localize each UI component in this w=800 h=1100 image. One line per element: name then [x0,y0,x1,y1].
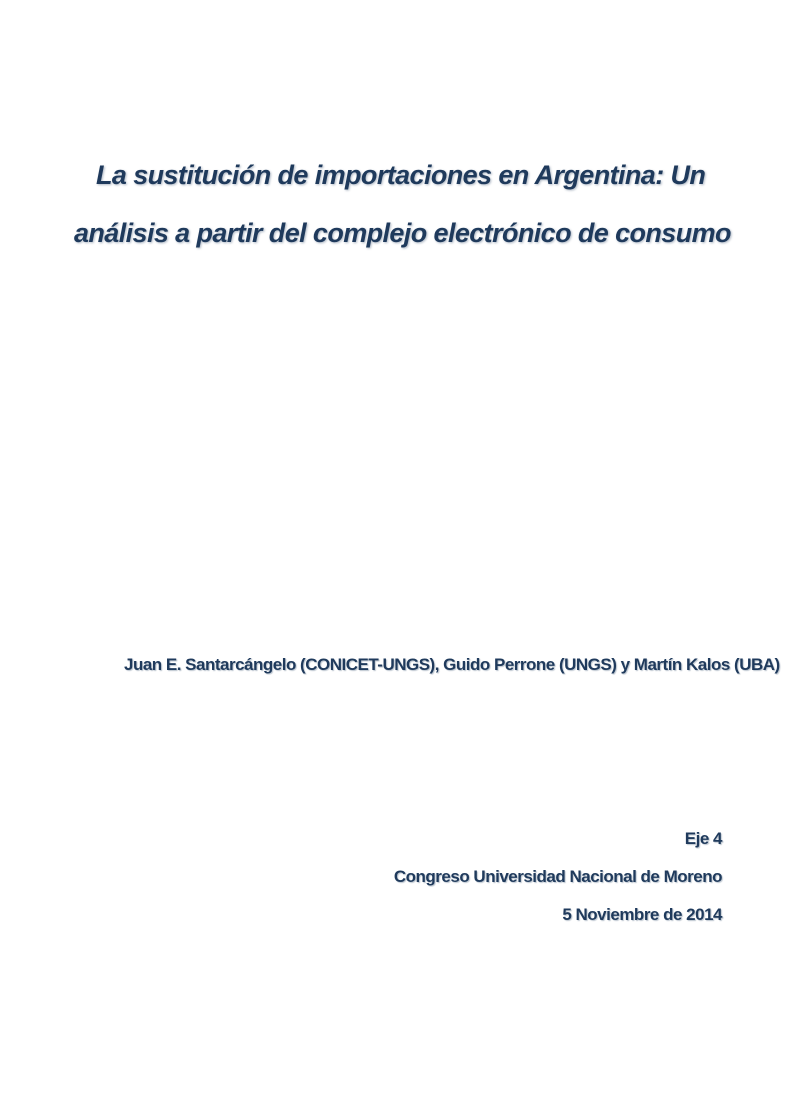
title-line-1: La sustitución de importaciones en Argentina: Un [96,160,706,190]
title-line-2: análisis a partir del complejo electrónico de consumo [74,218,731,248]
event-info [394,826,722,940]
authors-line: Juan E. Santarcángelo (CONICET-UNGS), Guido Perrone (UNGS) y Martín Kalos (UBA) [124,655,780,674]
presentation-title [60,158,731,250]
event-date: 5 Noviembre de 2014 [562,905,722,924]
event-congress: Congreso Universidad Nacional de Moreno [393,867,722,886]
event-axis: Eje 4 [684,829,722,848]
